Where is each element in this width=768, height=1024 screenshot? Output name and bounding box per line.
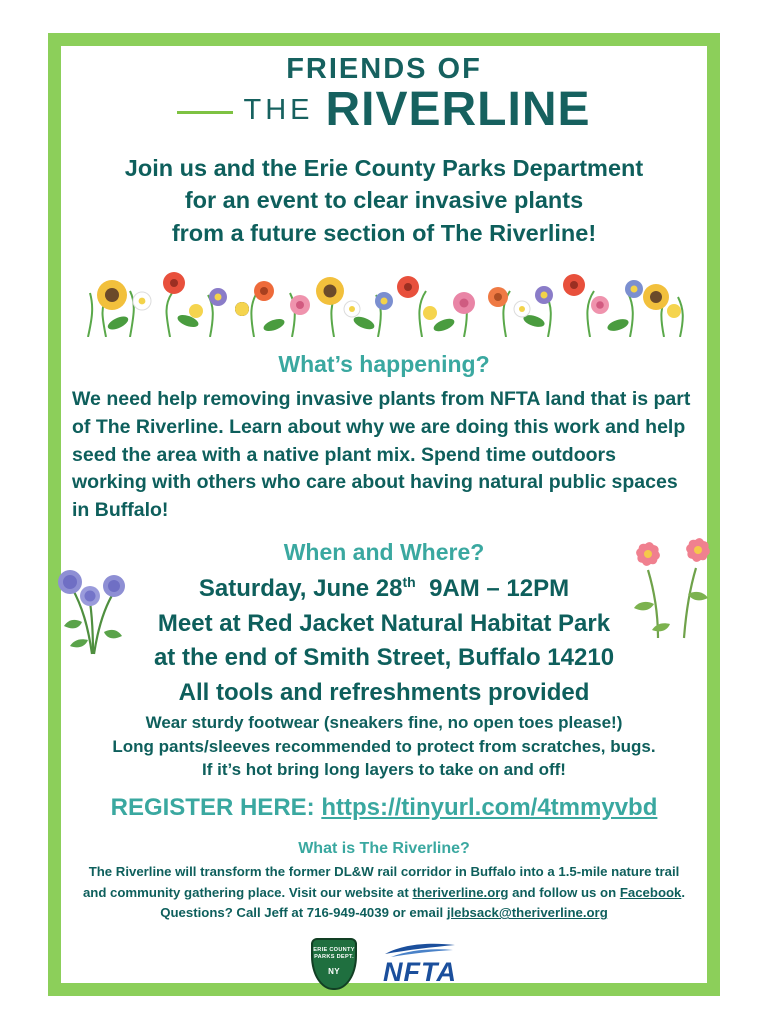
intro-paragraph — [72, 152, 696, 249]
nfta-swoosh-icon — [383, 942, 457, 958]
footer-line-2-text-a: and community gathering place. Visit our website at — [82, 884, 413, 900]
facebook-link[interactable]: Facebook — [619, 884, 682, 900]
logo-riverline: RIVERLINE — [325, 83, 591, 136]
email-link[interactable]: jlebsack@theriverline.org — [446, 905, 608, 921]
pink-flower-illustration — [624, 528, 720, 640]
logo-the: THE — [243, 93, 314, 126]
footer-description — [72, 862, 696, 923]
event-date: Saturday, June 28 — [198, 574, 403, 602]
intro-line-3: from a future section of The Riverline! — [171, 219, 597, 246]
event-location-line-2: at the end of Smith Street, Buffalo 14210 — [153, 644, 615, 672]
footer-line-2 — [72, 883, 696, 903]
logo-riverline-row — [72, 83, 696, 136]
footer-line-1: The Riverline will transform the former DL&W rail corridor in Buffalo into a 1.5-mile nature trail — [88, 864, 680, 880]
register-row — [72, 794, 696, 822]
event-location-line-1: Meet at Red Jacket Natural Habitat Park — [157, 609, 611, 637]
riverline-logo — [72, 55, 696, 134]
erie-county-logo-line-1: ERIE COUNTY — [313, 946, 355, 953]
intro-line-2: for an event to clear invasive plants — [184, 187, 584, 214]
register-label: REGISTER HERE: — [110, 794, 315, 822]
thistle-flower-illustration — [52, 536, 138, 656]
flyer-content — [30, 55, 738, 990]
nfta-wordmark: NFTA — [383, 956, 457, 987]
erie-county-logo-state: NY — [328, 966, 340, 976]
logo-rule — [177, 111, 233, 114]
logo-friends-of: FRIENDS OF — [286, 53, 482, 85]
wildflower-band-illustration — [78, 261, 690, 337]
whats-happening-body: We need help removing invasive plants from NFTA land that is part of The Riverline. Learn about why we are doing this work and help seed the area with a native plant mix. Spend time outdoors working with others who care about having natural public spaces in Buffalo! — [72, 388, 691, 522]
nfta-logo — [383, 942, 457, 986]
footer-line-2-text-c: . — [681, 884, 686, 900]
wildflower-band-svg — [78, 261, 690, 337]
event-time: 9AM – 12PM — [429, 574, 570, 602]
website-link[interactable]: theriverline.org — [412, 884, 509, 900]
event-date-time — [72, 572, 696, 607]
intro-line-1: Join us and the Erie County Parks Department — [124, 155, 644, 181]
tools-provided-note: All tools and refreshments provided — [178, 679, 590, 707]
attire-note-3: If it’s hot bring long layers to take on and off! — [202, 760, 566, 780]
erie-county-logo-line-2: PARKS DEPT. — [314, 953, 354, 960]
footer-line-3 — [72, 903, 696, 923]
register-link[interactable]: https://tinyurl.com/4tmmyvbd — [321, 794, 658, 822]
event-date-ordinal: th — [402, 573, 416, 590]
whats-happening-heading: What’s happening? — [278, 351, 490, 378]
attire-note-1: Wear sturdy footwear (sneakers fine, no open toes please!) — [145, 712, 623, 732]
partner-logos-row — [72, 938, 696, 990]
what-is-riverline-heading: What is The Riverline? — [298, 840, 470, 858]
erie-county-parks-logo — [311, 938, 357, 990]
when-and-where-block — [72, 572, 696, 783]
attire-note-2: Long pants/sleeves recommended to protect from scratches, bugs. — [112, 736, 656, 756]
footer-contact-text: Questions? Call Jeff at 716-949-4039 or email — [160, 905, 447, 921]
footer-line-2-text-b: and follow us on — [508, 884, 620, 900]
when-and-where-heading: When and Where? — [283, 538, 485, 565]
